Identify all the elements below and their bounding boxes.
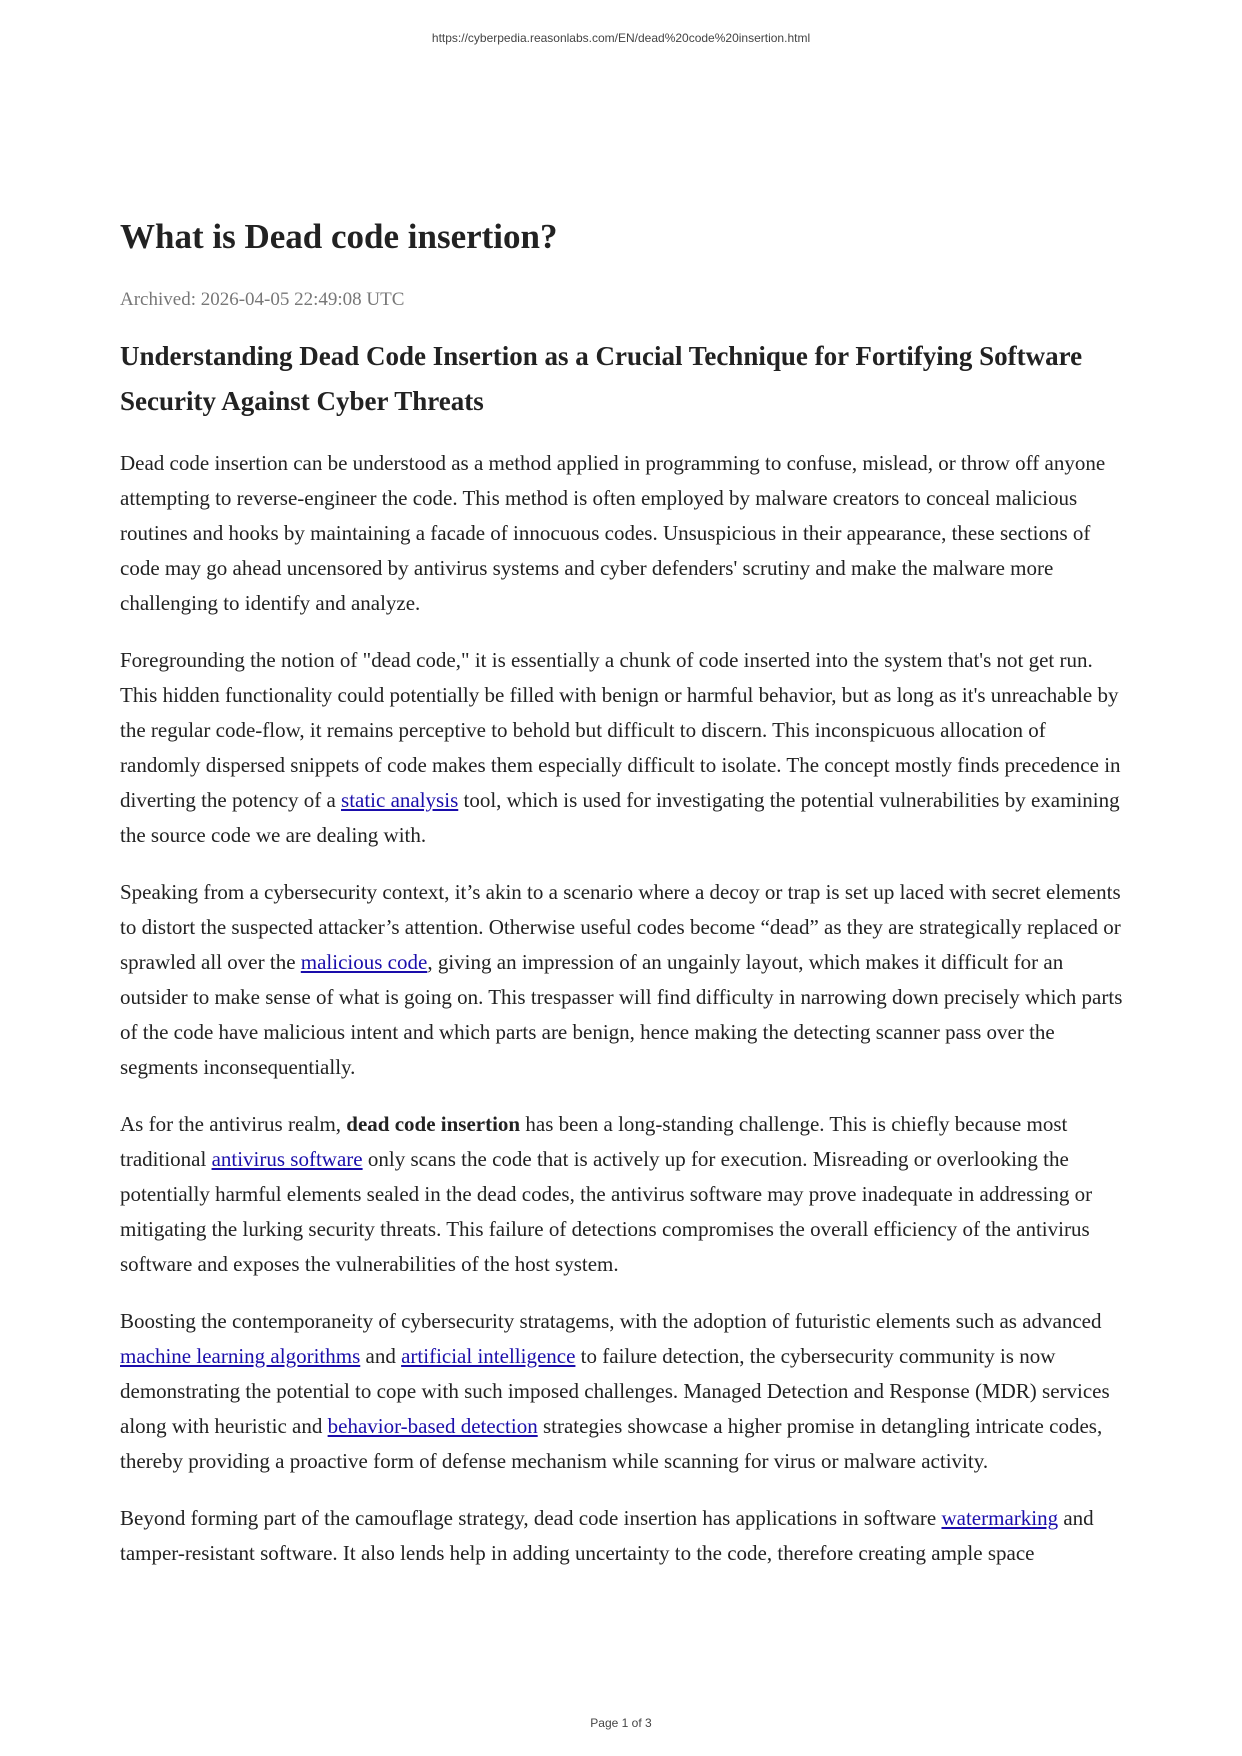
- paragraph-text: Boosting the contemporaneity of cybersecurity stratagems, with the adoption of futuristic elements such as advanced: [120, 1309, 1102, 1333]
- article-subtitle: Understanding Dead Code Insertion as a Crucial Technique for Fortifying Software Security Against Cyber Threats: [120, 341, 1083, 416]
- paragraph-2: [120, 643, 1130, 853]
- paragraph-4: [120, 1107, 1130, 1282]
- paragraph-text: has been a long-standing challenge. This is chiefly because most traditional: [120, 1112, 1068, 1171]
- paragraph-text: tool, which is used for investigating the potential vulnerabilities by examining the source code we are dealing with.: [120, 788, 1120, 847]
- paragraph-text: , giving an impression of an ungainly layout, which makes it difficult for an outsider to make sense of what is going on. This trespasser will find difficulty in narrowing down precisely which parts of the code have malicious intent and which parts are benign, hence making the detecting scanner pass over the segments inconsequentially.: [120, 950, 1123, 1079]
- paragraph-text: and: [360, 1344, 402, 1368]
- paragraph-3: [120, 875, 1130, 1085]
- paragraph-text: and tamper-resistant software. It also lends help in adding uncertainty to the code, therefore creating ample space: [120, 1506, 1094, 1565]
- paragraph-text: strategies showcase a higher promise in detangling intricate codes, thereby providing a proactive form of defense mechanism while scanning for virus or malware activity.: [120, 1414, 1103, 1473]
- watermarking-link[interactable]: watermarking: [941, 1506, 1059, 1530]
- paragraph-6: [120, 1501, 1130, 1571]
- paragraph-text: to failure detection, the cybersecurity community is now demonstrating the potential to cope with such imposed challenges. Managed Detection and Response (MDR) services along with heuristic and: [120, 1344, 1110, 1438]
- behavior-based-detection-link[interactable]: behavior-based detection: [327, 1414, 538, 1438]
- paragraph-text: As for the antivirus realm,: [120, 1112, 347, 1136]
- page-number-footer: Page 1 of 3: [590, 1716, 652, 1730]
- static-analysis-link[interactable]: static analysis: [341, 788, 459, 812]
- page-title: What is Dead code insertion?: [120, 217, 558, 256]
- paragraph-text: Beyond forming part of the camouflage strategy, dead code insertion has applications in software: [120, 1506, 942, 1530]
- malicious-code-link[interactable]: malicious code: [300, 950, 428, 974]
- paragraph-text: Foregrounding the notion of "dead code," it is essentially a chunk of code inserted into the system that's not get run. This hidden functionality could potentially be filled with benign or harmful behavior, but as long as it's unreachable by the regular code-flow, it remains perceptive to behold but difficult to discern. This inconspicuous allocation of randomly dispersed snippets of code makes them especially difficult to isolate. The concept mostly finds precedence in diverting the potency of a: [120, 648, 1121, 812]
- machine-learning-algorithms-link[interactable]: machine learning algorithms: [120, 1344, 361, 1368]
- paragraph-text: Speaking from a cybersecurity context, it’s akin to a scenario where a decoy or trap is set up laced with secret elements to distort the suspected attacker’s attention. Otherwise useful codes become “dead” as they are strategically replaced or sprawled all over the: [120, 880, 1121, 974]
- paragraph-5: [120, 1304, 1130, 1479]
- article: [120, 212, 1130, 1571]
- paragraph-text: only scans the code that is actively up for execution. Misreading or overlooking the potentially harmful elements sealed in the dead codes, the antivirus software may prove inadequate in addressing or mitigating the lurking security threats. This failure of detections compromises the overall efficiency of the antivirus software and exposes the vulnerabilities of the host system.: [120, 1147, 1093, 1276]
- archived-timestamp: Archived: 2026-04-05 22:49:08 UTC: [120, 289, 405, 310]
- paragraph-1: Dead code insertion can be understood as a method applied in programming to confuse, mislead, or throw off anyone attempting to reverse-engineer the code. This method is often employed by malware creators to conceal malicious routines and hooks by maintaining a facade of innocuous codes. Unsuspicious in their appearance, these sections of code may go ahead uncensored by antivirus systems and cyber defenders' scrutiny and make the malware more challenging to identify and analyze.: [120, 451, 1106, 615]
- page-url-header: https://cyberpedia.reasonlabs.com/EN/dead%20code%20insertion.html: [431, 31, 811, 45]
- artificial-intelligence-link[interactable]: artificial intelligence: [401, 1344, 576, 1368]
- antivirus-software-link[interactable]: antivirus software: [211, 1147, 363, 1171]
- bold-term: dead code insertion: [346, 1112, 521, 1136]
